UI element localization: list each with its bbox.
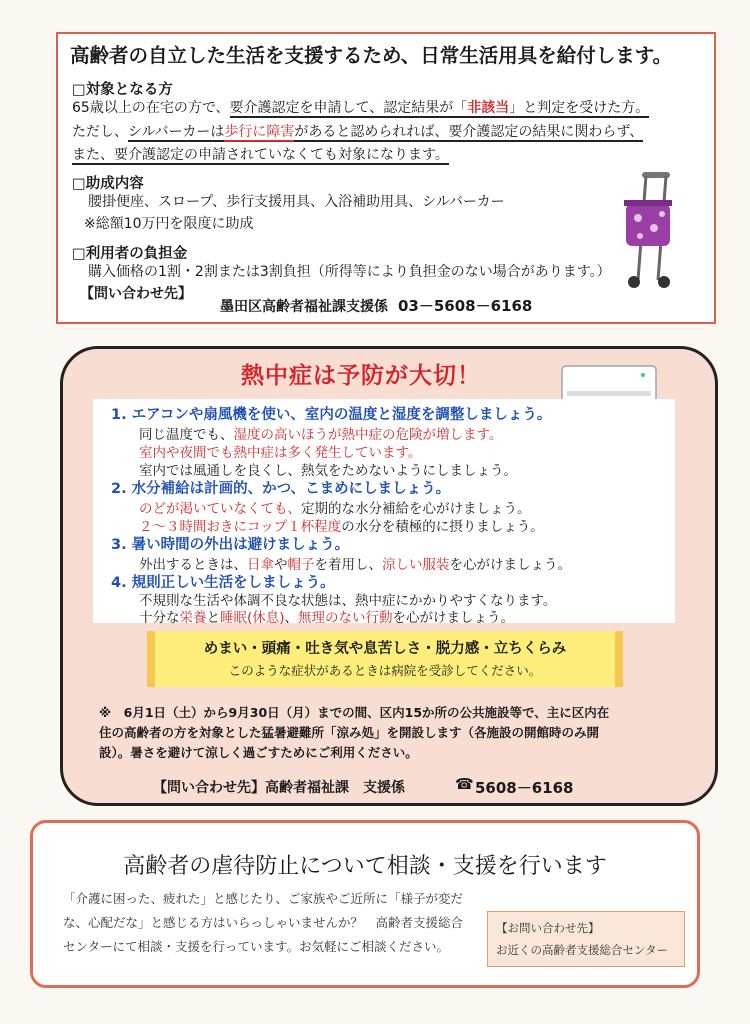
abuse-title: 高齢者の虐待防止について相談・支援を行います xyxy=(123,854,607,879)
support-section xyxy=(56,32,716,324)
tip-2-heading: 2. 水分補給は計画的、かつ、こまめにしましょう。 xyxy=(111,481,451,497)
tip-2-line-1: のどが渇いていなくても、定期的な水分補給を心がけましょう。 xyxy=(139,501,531,517)
support-contact-label: 【問い合わせ先】 xyxy=(80,286,192,302)
abuse-prevention-section xyxy=(30,820,700,988)
abuse-body-line-2: な、心配だな」と感じる方はいらっしゃいませんか？ 高齢者支援総合 xyxy=(63,915,464,930)
support-contact-dept: 墨田区高齢者福祉課支援係 xyxy=(220,299,388,315)
heatstroke-section xyxy=(60,346,718,806)
tip-2-line-2: ２～３時間おきにコップ１杯程度の水分を積極的に摂りましょう。 xyxy=(139,519,544,535)
tip-1-line-3: 室内では風通しを良くし、熱気をためないようにしましょう。 xyxy=(139,463,517,479)
silver-car-icon xyxy=(618,170,688,290)
symptoms-note: このような症状があるときは病院を受診してください。 xyxy=(228,663,542,678)
cooling-notice-line-3: 設）。暑さを避けて涼しく過ごすためにご利用ください。 xyxy=(99,745,418,760)
tip-4-line-1: 不規則な生活や体調不良な状態は、熱中症にかかりやすくなります。 xyxy=(139,593,557,609)
support-contact-phone: 03－5608－6168 xyxy=(398,297,533,315)
cooling-notice-line-2: 住の高齢者の方を対象とした猛暑避難所「涼み処」を開設します（各施設の開館時のみ開 xyxy=(99,725,600,740)
abuse-contact-value: お近くの高齢者支援総合センター xyxy=(496,943,669,957)
abuse-contact-box xyxy=(487,911,685,967)
heatstroke-title: 熱中症は予防が大切！ xyxy=(241,363,481,389)
target-line-1: 65歳以上の在宅の方で、要介護認定を申請して、認定結果が「非該当」と判定を受けた方。 xyxy=(72,100,650,116)
abuse-body-line-1: 「介護に困った、疲れた」と感じたり、ご家族やご近所に「様子が変だ xyxy=(63,891,464,906)
heatstroke-tips-box xyxy=(93,399,675,626)
tip-4-heading: 4. 規則正しい生活をしましょう。 xyxy=(111,575,335,591)
burden-text: 購入価格の1割・2割または3割負担（所得等により負担金のない場合があります。） xyxy=(88,264,611,280)
tip-4-line-2: 十分な栄養と睡眠(休息)、無理のない行動を心がけましょう。 xyxy=(139,610,515,626)
burden-heading: □利用者の負担金 xyxy=(72,246,188,262)
heatstroke-contact-phone: 5608－6168 xyxy=(475,779,574,797)
aid-limit: ※総額10万円を限度に助成 xyxy=(84,216,254,232)
symptoms-list: めまい・頭痛・吐き気や息苦しさ・脱力感・立ちくらみ xyxy=(203,641,567,657)
phone-icon: ☎ xyxy=(455,775,474,793)
target-heading: □対象となる方 xyxy=(72,82,173,98)
support-title: 高齢者の自立した生活を支援するため、日常生活用具を給付します。 xyxy=(70,44,673,67)
abuse-body-line-3: センターにて相談・支援を行っています。お気軽にご相談ください。 xyxy=(63,939,450,954)
cooling-notice-line-1: ※ 6月1日（土）から9月30日（月）までの間、区内15か所の公共施設等で、主に区内在 xyxy=(99,705,610,720)
abuse-contact-label: 【お問い合わせ先】 xyxy=(496,921,600,935)
tip-1-line-2: 室内や夜間でも熱中症は多く発生しています。 xyxy=(139,445,422,461)
tip-3-line-1: 外出するときは、日傘や帽子を着用し、涼しい服装を心がけましょう。 xyxy=(139,557,571,573)
target-line-3: また、要介護認定の申請されていなくても対象になります。 xyxy=(72,147,449,163)
heatstroke-contact-label: 【問い合わせ先】高齢者福祉課 支援係 xyxy=(153,780,405,796)
symptoms-banner xyxy=(147,631,623,687)
tip-3-heading: 3. 暑い時間の外出は避けましょう。 xyxy=(111,537,350,553)
aid-heading: □助成内容 xyxy=(72,176,144,192)
target-line-2: ただし、シルバーカーは歩行に障害があると認められれば、要介護認定の結果に関わらず、 xyxy=(72,124,644,140)
tip-1-heading: 1. エアコンや扇風機を使い、室内の温度と湿度を調整しましょう。 xyxy=(111,407,552,423)
aid-items: 腰掛便座、スロープ、歩行支援用具、入浴補助用具、シルバーカー xyxy=(88,194,505,210)
tip-1-line-1: 同じ温度でも、湿度の高いほうが熱中症の危険が増します。 xyxy=(139,427,503,443)
